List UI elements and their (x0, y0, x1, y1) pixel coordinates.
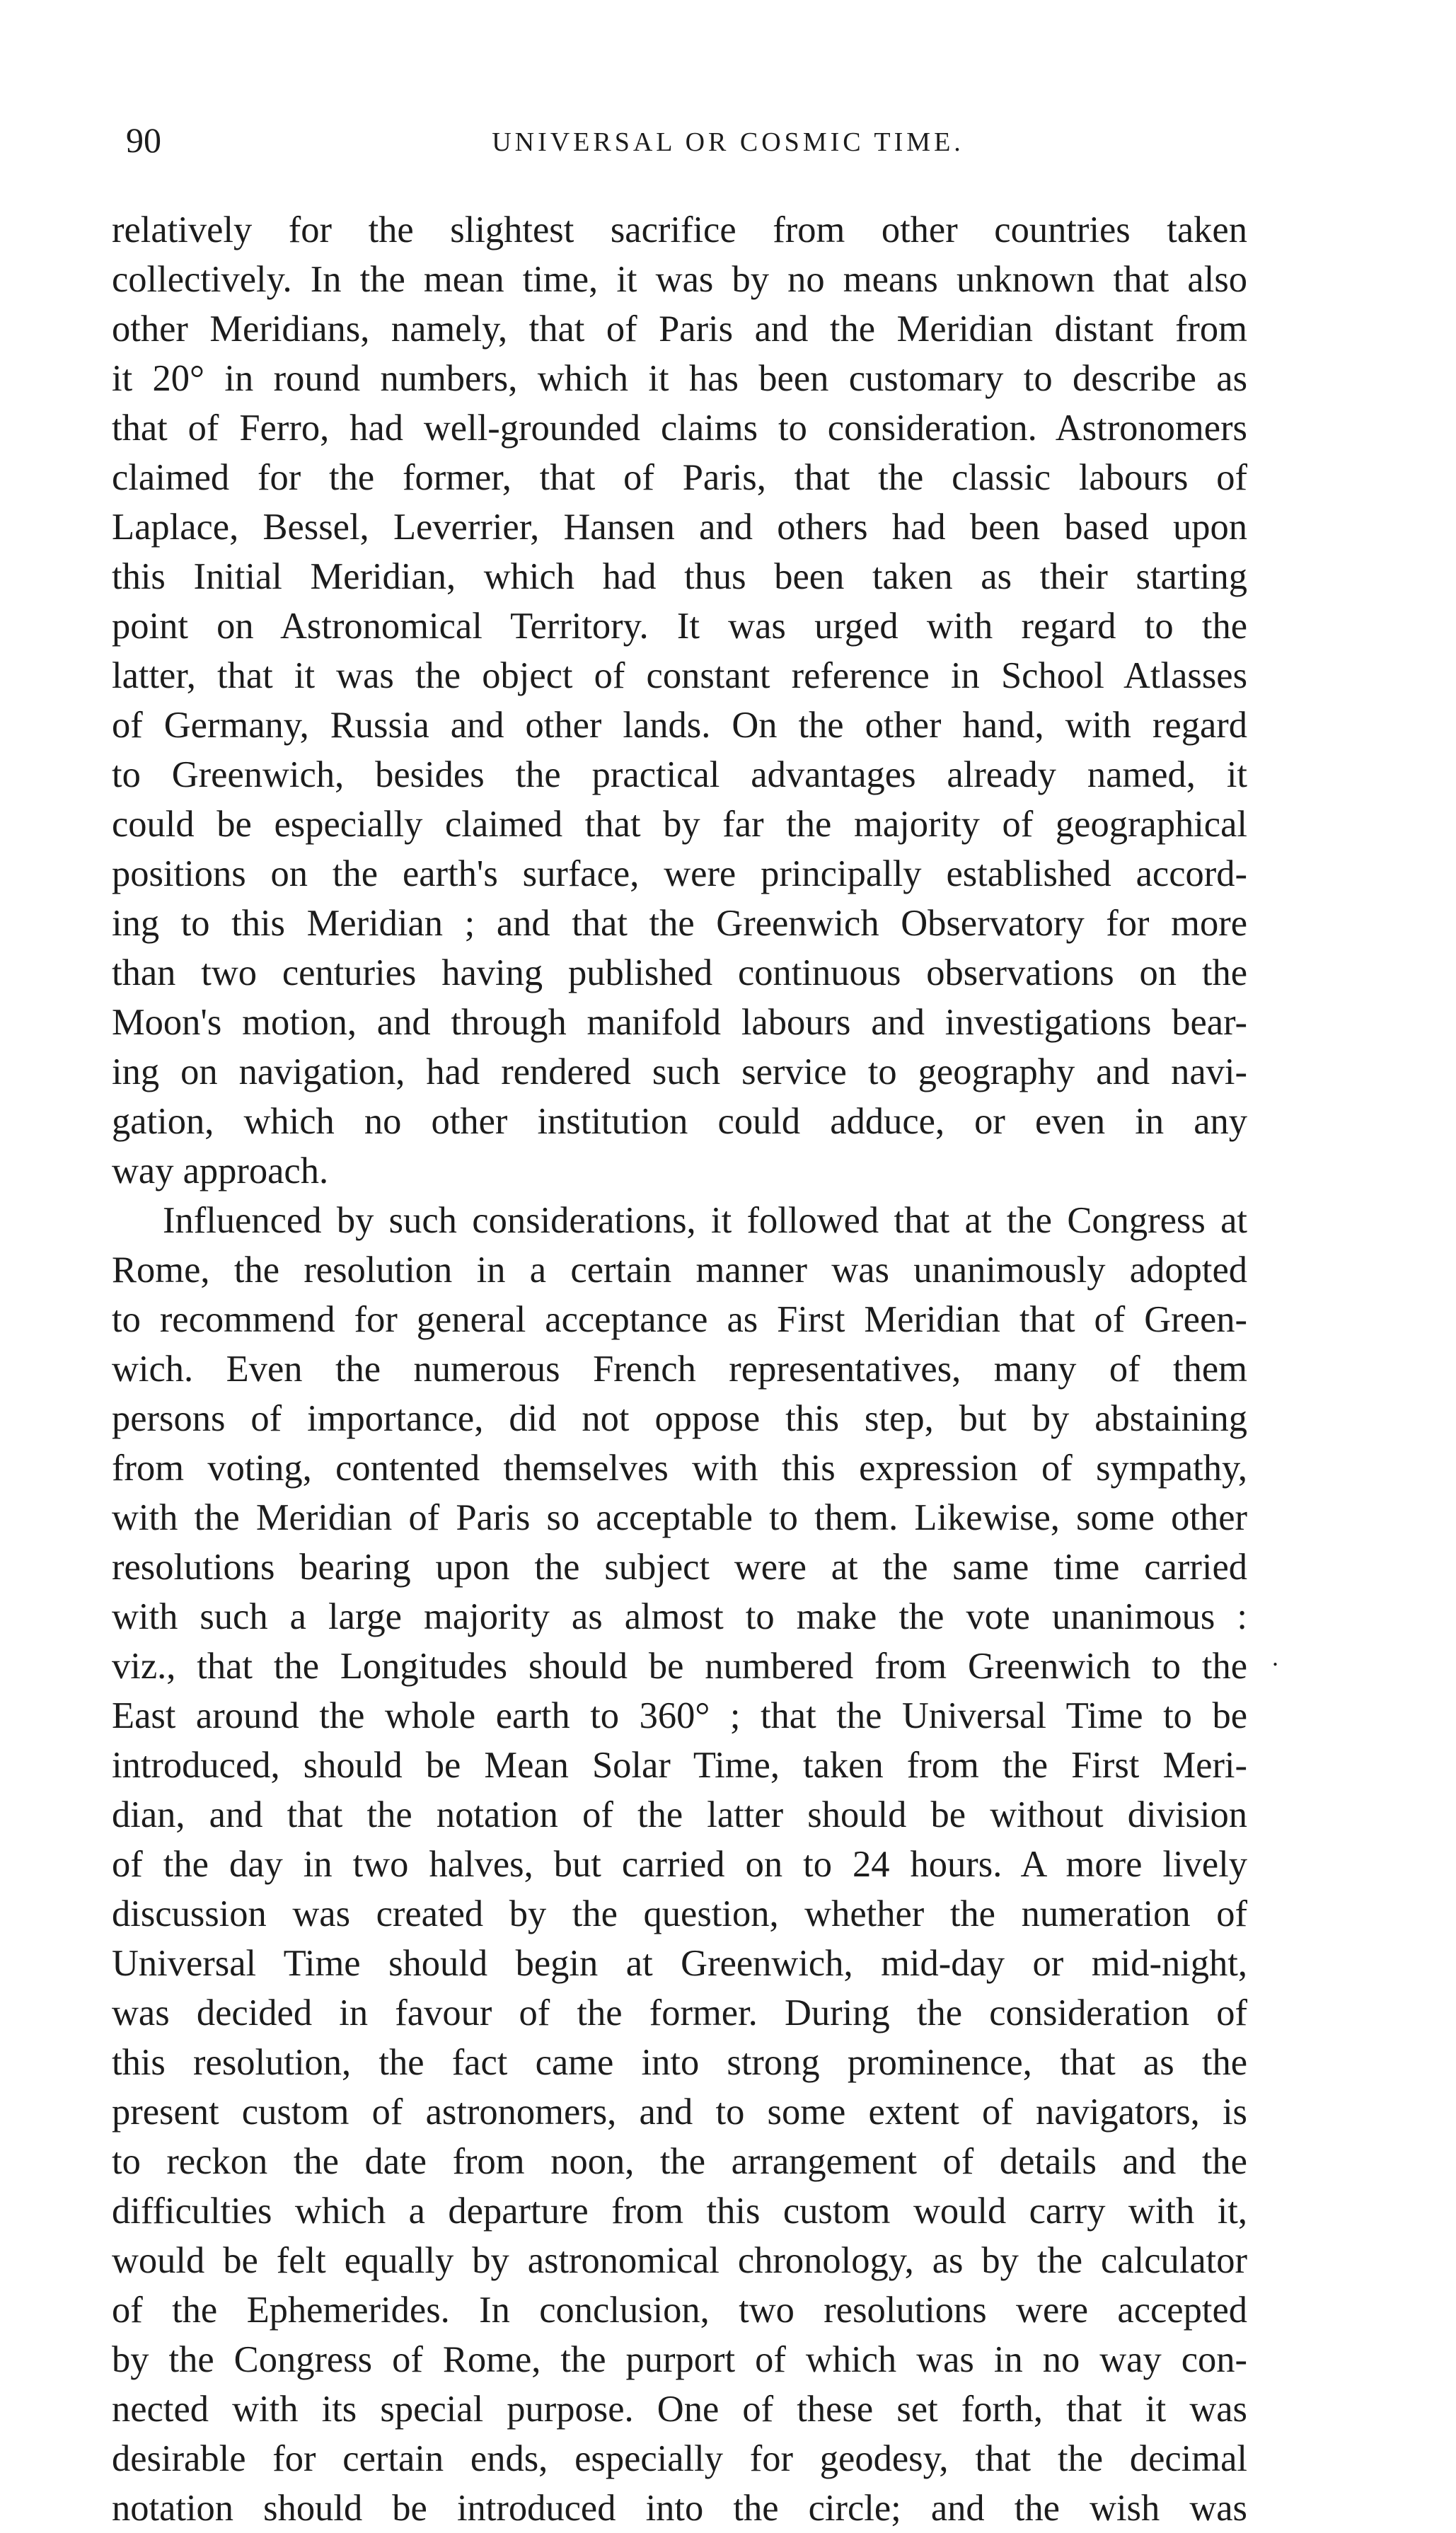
text-line: it 20° in round numbers, which it has been customary to describe as (112, 358, 1247, 399)
text-line: gation, which no other institution could adduce, or even in any (112, 1101, 1247, 1142)
text-line: positions on the earth's surface, were principally established accord- (112, 853, 1247, 894)
text-line: by the Congress of Rome, the purport of which was in no way con- (112, 2339, 1247, 2380)
text-line: that of Ferro, had well-grounded claims to consideration. Astronomers (112, 408, 1247, 449)
text-line: notation should be introduced into the circle; and the wish was (112, 2488, 1247, 2529)
running-title: UNIVERSAL OR COSMIC TIME. (492, 127, 964, 157)
text-line: persons of importance, did not oppose this step, but by abstaining (112, 1398, 1247, 1439)
text-line: to recommend for general acceptance as First Meridian that of Green- (112, 1299, 1247, 1340)
text-line: Rome, the resolution in a certain manner was unanimously adopted (112, 1250, 1247, 1291)
text-line: this Initial Meridian, which had thus been taken as their starting (112, 556, 1247, 597)
text-line: Laplace, Bessel, Leverrier, Hansen and others had been based upon (112, 507, 1247, 548)
text-line: would be felt equally by astronomical chronology, as by the calculator (112, 2240, 1247, 2281)
text-line: difficulties which a departure from this custom would carry with it, (112, 2191, 1247, 2232)
text-line: present custom of astronomers, and to some extent of navigators, is (112, 2091, 1247, 2133)
text-line: East around the whole earth to 360° ; that the Universal Time to be (112, 1695, 1247, 1736)
text-line: other Meridians, namely, that of Paris and the Meridian distant from (112, 308, 1247, 350)
margin-mark: . (1272, 1643, 1278, 1671)
text-line: viz., that the Longitudes should be numbered from Greenwich to the (112, 1646, 1247, 1687)
text-line: than two centuries having published continuous observations on the (112, 952, 1247, 993)
text-line: introduced, should be Mean Solar Time, taken from the First Meri- (112, 1745, 1247, 1786)
text-line: of the day in two halves, but carried on to 24 hours. A more lively (112, 1844, 1247, 1885)
text-line: wich. Even the numerous French representatives, many of them (112, 1349, 1247, 1390)
text-line: nected with its special purpose. One of these set forth, that it was (112, 2389, 1247, 2430)
text-line: of the Ephemerides. In conclusion, two resolutions were accepted (112, 2290, 1247, 2331)
text-line: Moon's motion, and through manifold labours and investigations bear- (112, 1002, 1247, 1043)
text-line: ing on navigation, had rendered such service to geography and navi- (112, 1051, 1247, 1092)
text-line: relatively for the slightest sacrifice from other countries taken (112, 209, 1247, 250)
text-line: was decided in favour of the former. During the consideration of (112, 1992, 1247, 2033)
body-text (112, 205, 1247, 2533)
text-line: claimed for the former, that of Paris, that the classic labours of (112, 457, 1247, 498)
text-line: collectively. In the mean time, it was by no means unknown that also (112, 259, 1247, 300)
text-line: Influenced by such considerations, it followed that at the Congress at (163, 1200, 1247, 1241)
page-number: 90 (126, 120, 161, 160)
text-line: this resolution, the fact came into strong prominence, that as the (112, 2042, 1247, 2083)
text-line: resolutions bearing upon the subject were at the same time carried (112, 1547, 1247, 1588)
text-line: point on Astronomical Territory. It was urged with regard to the (112, 606, 1247, 647)
text-line: to reckon the date from noon, the arrangement of details and the (112, 2141, 1247, 2182)
text-line: discussion was created by the question, whether the numeration of (112, 1893, 1247, 1934)
text-line: way approach. (112, 1150, 329, 1192)
text-line: with such a large majority as almost to make the vote unanimous : (112, 1596, 1247, 1637)
text-line: Universal Time should begin at Greenwich, mid-day or mid-night, (112, 1943, 1247, 1984)
text-line: of Germany, Russia and other lands. On the other hand, with regard (112, 705, 1247, 746)
text-line: could be especially claimed that by far the majority of geographical (112, 804, 1247, 845)
text-line: latter, that it was the object of constant reference in School Atlasses (112, 655, 1247, 696)
text-line: ing to this Meridian ; and that the Greenwich Observatory for more (112, 903, 1247, 944)
text-line: desirable for certain ends, especially for geodesy, that the decimal (112, 2438, 1247, 2479)
text-line: to Greenwich, besides the practical advantages already named, it (112, 754, 1247, 795)
text-line: from voting, contented themselves with this expression of sympathy, (112, 1448, 1247, 1489)
text-line: with the Meridian of Paris so acceptable to them. Likewise, some other (112, 1497, 1247, 1538)
text-line: dian, and that the notation of the latter should be without division (112, 1794, 1247, 1835)
